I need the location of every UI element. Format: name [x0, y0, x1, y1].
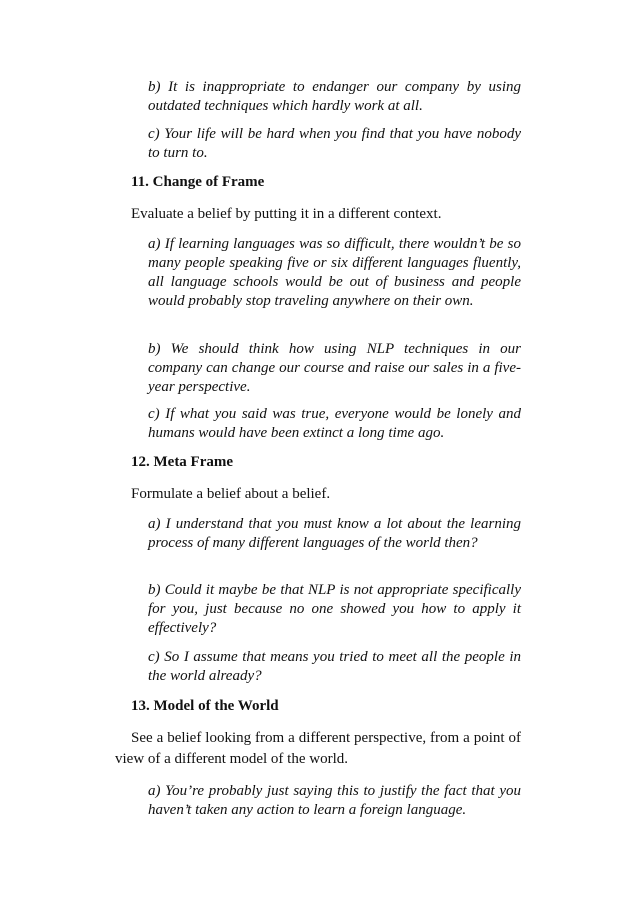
example-12b: b) Could it maybe be that NLP is not appropriate specifically for you, just because no one showed you how to apply it effectively? — [148, 582, 521, 636]
section-heading-13: 13. Model of the World — [131, 698, 279, 714]
example-11c: c) If what you said was true, everyone would be lonely and humans would have been extinct a long time ago. — [148, 406, 521, 441]
example-10b: b) It is inappropriate to endanger our company by using outdated techniques which hardly work at all. — [148, 79, 521, 114]
example-12c: c) So I assume that means you tried to meet all the people in the world already? — [148, 649, 521, 684]
example-12a: a) I understand that you must know a lot about the learning process of many different languages of the world then? — [148, 516, 521, 551]
section-intro-12: Formulate a belief about a belief. — [131, 486, 331, 502]
section-intro-13: See a belief looking from a different perspective, from a point of view of a different model of the world. — [115, 730, 521, 767]
example-11a: a) If learning languages was so difficult, there wouldn’t be so many people speaking five or six different languages fluently, all language schools would be out of business and people would probably stop traveling anywhere on their own. — [148, 236, 521, 309]
example-10c: c) Your life will be hard when you find that you have nobody to turn to. — [148, 126, 521, 161]
section-heading-11: 11. Change of Frame — [131, 174, 265, 190]
section-heading-12: 12. Meta Frame — [131, 454, 234, 470]
section-intro-11: Evaluate a belief by putting it in a different context. — [131, 206, 442, 222]
example-13a: a) You’re probably just saying this to justify the fact that you haven’t taken any action to learn a foreign language. — [148, 783, 521, 818]
example-11b: b) We should think how using NLP techniques in our company can change our course and raise our sales in a five-year perspective. — [148, 341, 521, 395]
